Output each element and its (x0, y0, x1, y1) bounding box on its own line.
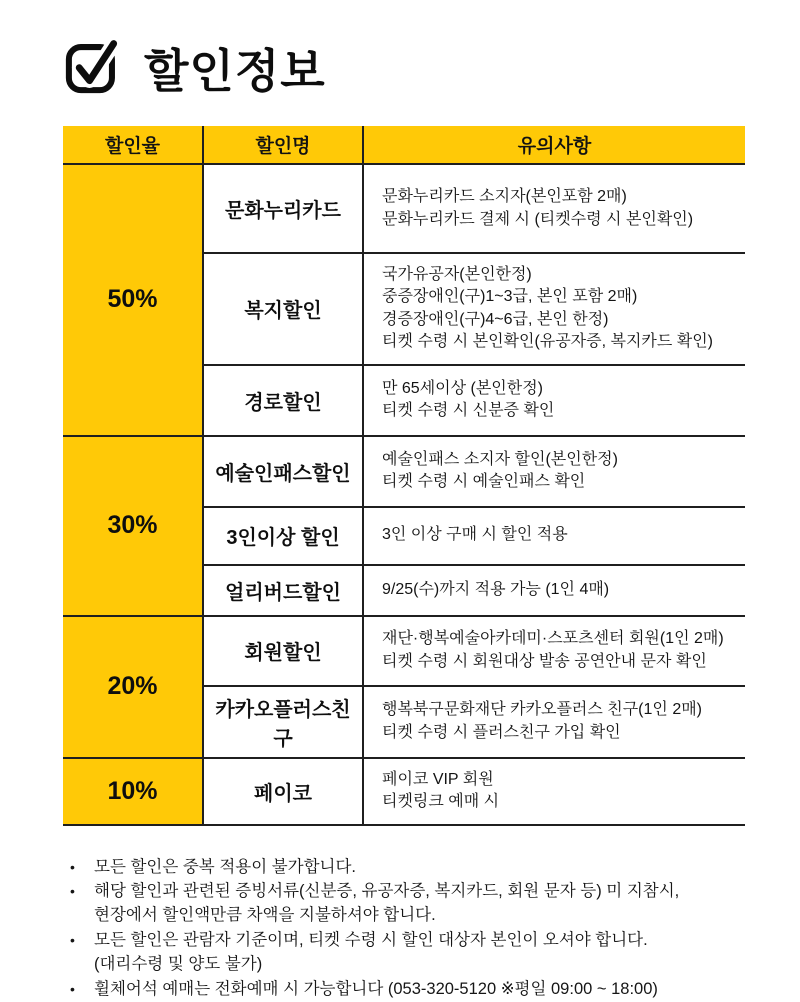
discount-notes-cell (363, 686, 745, 758)
table-row (63, 436, 745, 507)
page-header (0, 0, 800, 100)
discount-rate-cell: 50% (63, 164, 203, 436)
discount-notes-cell (363, 507, 745, 565)
footnote-item (70, 880, 750, 928)
page-title: 할인정보 (144, 45, 326, 97)
note-line: 문화누리카드 결제 시 (티켓수령 시 본인확인) (382, 210, 694, 228)
footnote-item (70, 856, 750, 880)
discount-rate-cell: 20% (63, 616, 203, 758)
footnote-line: 해당 할인과 관련된 증빙서류(신분증, 유공자증, 복지카드, 회원 문자 등) 미 지참시, (94, 882, 680, 901)
discount-name-cell: 문화누리카드 (203, 164, 363, 253)
discount-notes-cell (363, 253, 745, 365)
discount-notes-cell (363, 365, 745, 436)
note-line: 만 65세이상 (본인한정) (382, 379, 543, 397)
note-line: 국가유공자(본인한정) (382, 266, 532, 283)
footnote-line: 모든 할인은 관람자 기준이며, 티켓 수령 시 할인 대상자 본인이 오셔야 합니다. (94, 931, 648, 950)
discount-notes-cell (363, 436, 745, 507)
note-line: 3인 이상 구매 시 할인 적용 (382, 526, 568, 544)
discount-name-cell: 3인이상 할인 (203, 507, 363, 565)
footnote-item (70, 929, 750, 977)
note-line: 중증장애인(구)1~3급, 본인 포함 2매) (382, 288, 638, 306)
discount-name-cell: 페이코 (203, 758, 363, 825)
table-row (63, 758, 745, 825)
discount-notes-cell (363, 164, 745, 253)
bullet-icon: • (70, 858, 75, 875)
discount-name-cell: 얼리버드할인 (203, 565, 363, 616)
discount-table (63, 126, 745, 826)
table-row (63, 616, 745, 686)
note-line: 예술인패스 소지자 할인(본인한정) (382, 450, 618, 468)
discount-table-body (63, 164, 745, 825)
header-row (63, 126, 745, 164)
discount-rate-cell: 10% (63, 758, 203, 825)
footnote-lines (94, 929, 750, 977)
bullet-icon: • (70, 981, 75, 998)
bullet-icon: • (70, 883, 75, 900)
note-line: 티켓 수령 시 신분증 확인 (382, 402, 555, 420)
discount-notes-cell (363, 565, 745, 616)
footnote-lines (94, 880, 750, 928)
note-line: 티켓링크 예매 시 (382, 793, 500, 811)
note-line: 행복북구문화재단 카카오플러스 친구(1인 2매) (382, 701, 702, 719)
discount-name-cell: 예술인패스할인 (203, 436, 363, 507)
discount-table-head (63, 126, 745, 164)
footnote-line: 모든 할인은 중복 적용이 불가합니다. (94, 857, 357, 876)
checkbox-check-icon (62, 35, 124, 97)
note-line: 티켓 수령 시 예술인패스 확인 (382, 473, 586, 491)
footnote-line: 현장에서 할인액만큼 차액을 지불하셔야 합니다. (94, 906, 436, 925)
discount-notes-cell (363, 758, 745, 825)
note-line: 9/25(수)까지 적용 가능 (1인 4매) (382, 580, 610, 598)
discount-name-cell: 카카오플러스친구 (203, 686, 363, 758)
note-line: 티켓 수령 시 본인확인(유공자증, 복지카드 확인) (382, 333, 713, 351)
discount-rate-cell: 30% (63, 436, 203, 616)
discount-table-wrap (63, 126, 745, 826)
note-line: 재단·행복예술아카데미·스포츠센터 회원(1인 2매) (382, 630, 724, 648)
footnote-lines (94, 856, 750, 880)
footnote-lines (94, 978, 750, 1002)
note-line: 경증장애인(구)4~6급, 본인 한정) (382, 310, 609, 328)
table-row (63, 164, 745, 253)
footnote-line: (대리수령 및 양도 불가) (94, 955, 263, 974)
footnotes (70, 856, 750, 1002)
note-line: 페이코 VIP 회원 (382, 770, 494, 788)
footnote-line: 휠체어석 예매는 전화예매 시 가능합니다 (053-320-5120 ※평일 09:00 ~ 18:00) (94, 980, 658, 999)
discount-name-cell: 복지할인 (203, 253, 363, 365)
discount-name-cell: 회원할인 (203, 616, 363, 686)
note-line: 티켓 수령 시 플러스친구 가입 확인 (382, 723, 621, 741)
footnote-item (70, 978, 750, 1002)
discount-name-cell: 경로할인 (203, 365, 363, 436)
bullet-icon: • (70, 932, 75, 949)
column-header-name: 할인명 (203, 126, 363, 164)
note-line: 티켓 수령 시 회원대상 발송 공연안내 문자 확인 (382, 652, 707, 670)
discount-notes-cell (363, 616, 745, 686)
note-line: 문화누리카드 소지자(본인포함 2매) (382, 188, 627, 206)
column-header-rate: 할인율 (63, 126, 203, 164)
column-header-notes: 유의사항 (363, 126, 745, 164)
